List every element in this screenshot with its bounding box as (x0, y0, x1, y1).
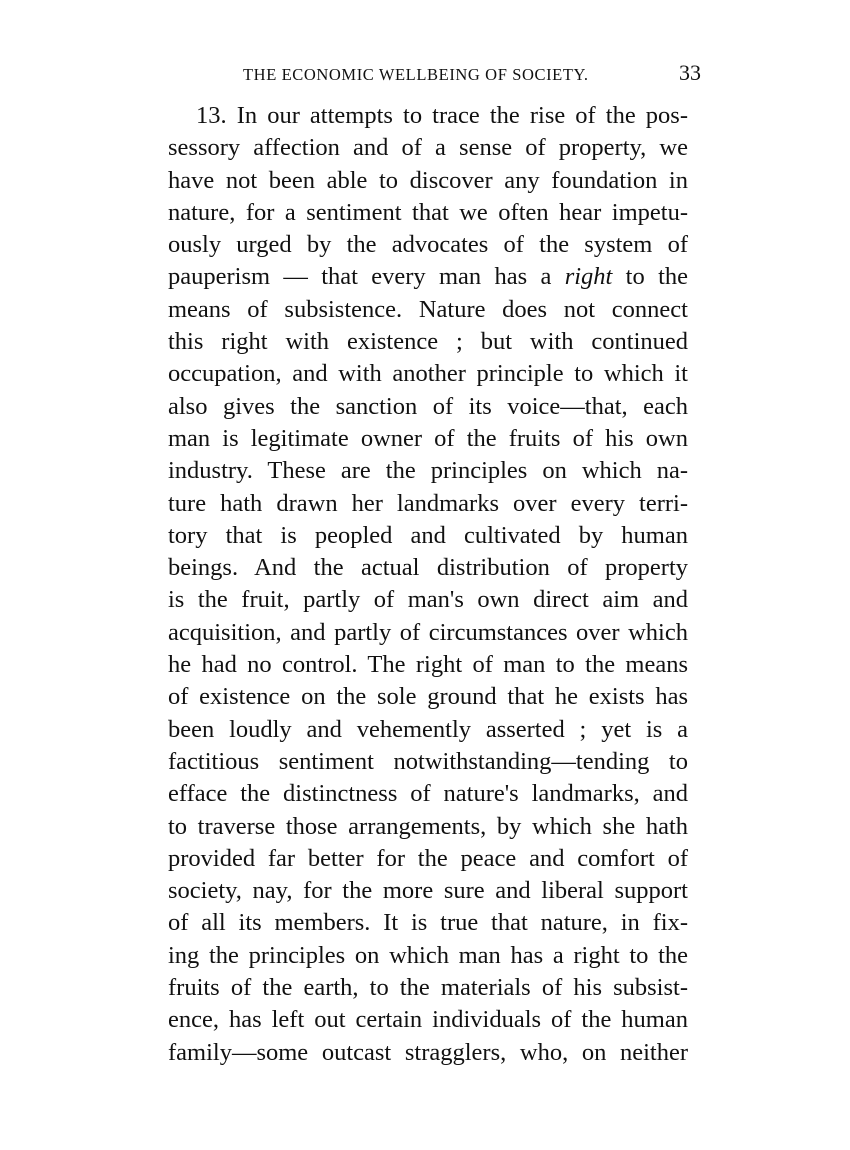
text-line: to traverse those arrangements, by which she hath (168, 812, 688, 840)
paragraph-13 (168, 100, 688, 1069)
text-line: man is legitimate owner of the fruits of his own (168, 424, 688, 452)
text-line: means of subsistence. Nature does not connect (168, 295, 688, 323)
text-line: have not been able to discover any foundation in (168, 166, 688, 194)
page-number: 33 (679, 60, 701, 85)
text-line: beings. And the actual distribution of property (168, 554, 688, 582)
running-title: THE ECONOMIC WELLBEING OF SOCIETY. (243, 65, 589, 84)
text-line: society, nay, for the more sure and liberal support (168, 877, 688, 905)
text-line: sessory affection and of a sense of property, we (168, 134, 688, 162)
text-line: factitious sentiment notwithstanding—tending to (168, 747, 688, 775)
text-line: occupation, and with another principle to which it (168, 360, 688, 388)
text-line: nature, for a sentiment that we often hear impetu- (168, 198, 688, 226)
text-line-segment: pauperism — that every man has a (168, 263, 552, 291)
text-line: efface the distinctness of nature's landmarks, and (168, 780, 688, 808)
text-line: family—some outcast stragglers, who, on neither (168, 1038, 688, 1066)
text-line: been loudly and vehemently asserted ; yet is a (168, 715, 688, 743)
running-head (243, 60, 701, 88)
text-line: also gives the sanction of its voice—that, each (168, 392, 688, 420)
text-line: fruits of the earth, to the materials of his subsist- (168, 974, 688, 1002)
text-line: acquisition, and partly of circumstances over which (168, 618, 688, 646)
text-line: ously urged by the advocates of the system of (168, 231, 688, 259)
text-line: ing the principles on which man has a right to the (168, 941, 688, 969)
text-line-with-italic (168, 261, 688, 293)
text-line: this right with existence ; but with continued (168, 328, 688, 356)
text-line: 13. In our attempts to trace the rise of the pos- (196, 102, 688, 129)
text-line-segment: to the (612, 263, 688, 291)
emphasized-word: right (564, 263, 613, 291)
text-line: he had no control. The right of man to the means (168, 651, 688, 679)
text-line: of all its members. It is true that nature, in fix- (168, 909, 688, 937)
text-line: tory that is peopled and cultivated by human (168, 521, 688, 549)
text-line: industry. These are the principles on which na- (168, 457, 688, 485)
text-line: of existence on the sole ground that he exists has (168, 683, 688, 711)
text-line: is the fruit, partly of man's own direct aim and (168, 586, 688, 614)
text-line: ture hath drawn her landmarks over every terri- (168, 489, 688, 517)
text-line: ence, has left out certain individuals of the human (168, 1006, 688, 1034)
text-line: provided far better for the peace and comfort of (168, 844, 688, 872)
